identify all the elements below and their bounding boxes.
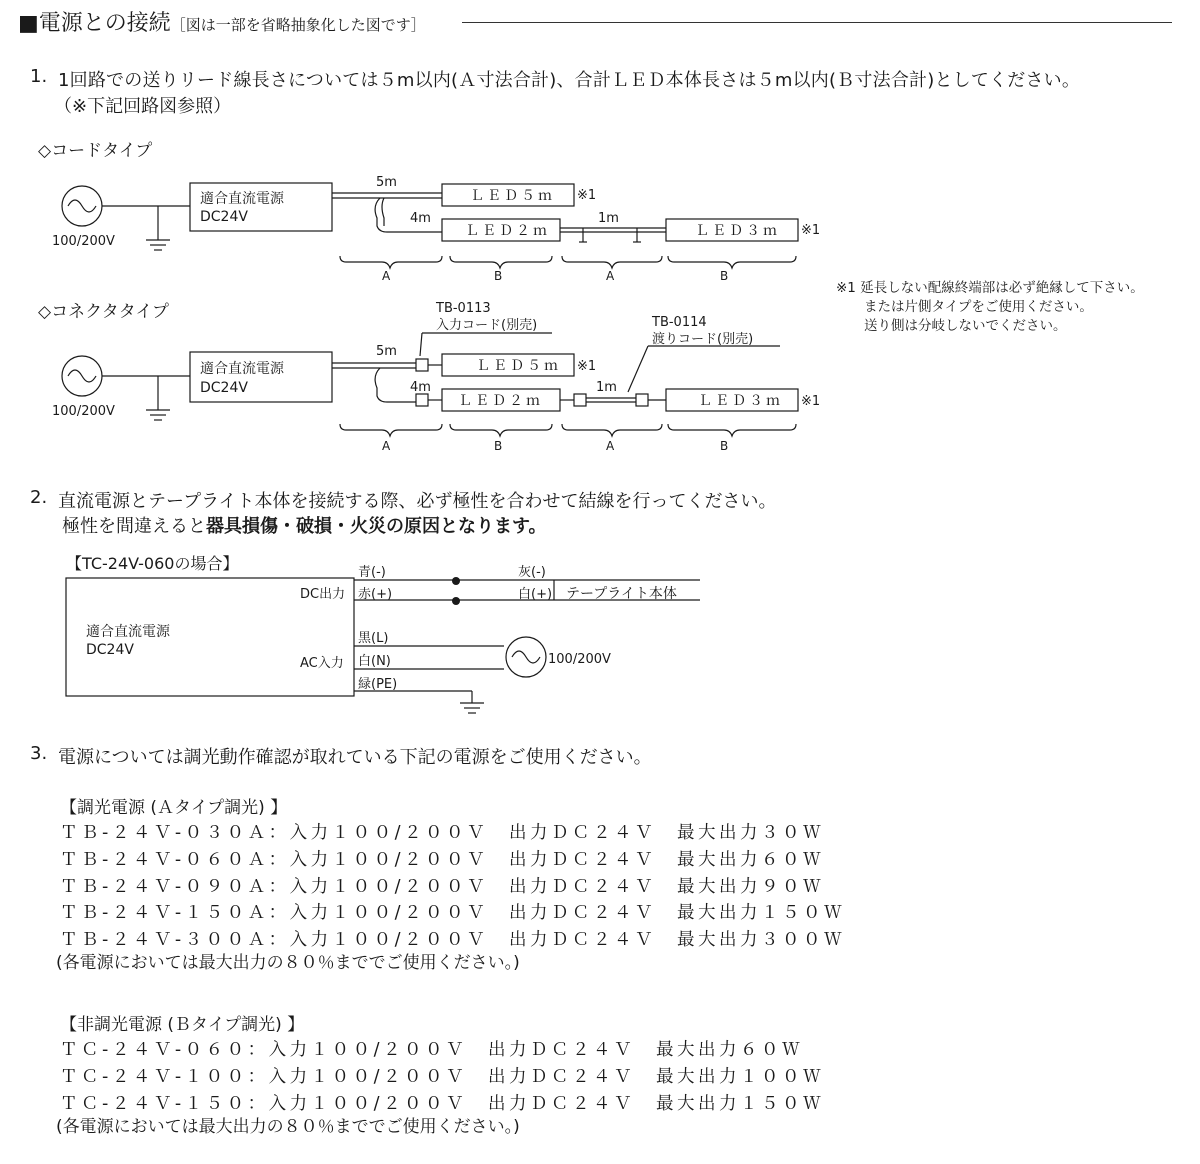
conn-mark-1: ※1 (577, 359, 597, 374)
title-text: ■電源との接続 (18, 11, 171, 36)
conn-psu-line1: 適合直流電源 (200, 361, 284, 377)
cord-type-title: ◇コードタイプ (38, 141, 153, 161)
dim-psu-row-2: ＴＢ-２４Ｖ-０６０Ａ：入力１００/２００Ｖ 出力ＤＣ２４Ｖ 最大出力６０Ｗ (60, 850, 825, 870)
junction-dot-neg (452, 577, 460, 585)
cord-psu-line2: DC24V (200, 209, 248, 225)
cross-connector-icon (574, 394, 586, 406)
cord-dim-a2: A (606, 269, 615, 283)
nodim-psu-row-1: ＴＣ-２４Ｖ-０６０：入力１００/２００Ｖ 出力ＤＣ２４Ｖ 最大出力６０Ｗ (60, 1040, 804, 1060)
section1-number: 1. (30, 66, 48, 87)
polarity-caption: 【TC-24V-060の場合】 (66, 554, 239, 573)
nodim-psu-row-2: ＴＣ-２４Ｖ-１００：入力１００/２００Ｖ 出力ＤＣ２４Ｖ 最大出力１００Ｗ (60, 1067, 825, 1087)
nodim-psu-title: 【非調光電源 (Ｂタイプ調光) 】 (60, 1015, 305, 1035)
footnote-line2: または片側タイプをご使用ください。 (864, 299, 1093, 315)
wire-red: 赤(+) (358, 587, 393, 602)
cord-type-diagram (40, 170, 840, 290)
ac-voltage-label: 100/200V (548, 652, 611, 667)
cord-led3-label: ＬＥＤ３ｍ (695, 223, 780, 239)
cord-len-4m: 4m (410, 211, 431, 226)
cord-dim-a1: A (382, 269, 391, 283)
footnote-line1: ※1 延長しない配線終端部は必ず絶縁して下さい。 (836, 280, 1144, 296)
conn-len-5m: 5m (376, 344, 397, 359)
title-rule (462, 22, 1172, 23)
dim-psu-row-4: ＴＢ-２４Ｖ-１５０Ａ：入力１００/２００Ｖ 出力ＤＣ２４Ｖ 最大出力１５０Ｗ (60, 903, 846, 923)
section3-number: 3. (30, 743, 48, 764)
cross-desc: 渡りコード(別売) (652, 332, 754, 347)
wire-blue: 青(-) (358, 565, 386, 580)
conn-mark-2: ※1 (801, 394, 821, 409)
connector-type-title: ◇コネクタタイプ (38, 302, 169, 322)
conn-dim-a2: A (606, 439, 615, 453)
wire-gray: 灰(-) (518, 565, 546, 580)
input-code: TB-0113 (436, 301, 491, 316)
page-title (18, 6, 426, 37)
cord-len-5m: 5m (376, 175, 397, 190)
section2-line1: 直流電源とテープライト本体を接続する際、必ず極性を合わせて結線を行ってください。 (58, 491, 777, 512)
conn-led3-label: ＬＥＤ３ｍ (698, 393, 783, 409)
junction-dot-pos (452, 597, 460, 605)
wire-white-pos: 白(+) (518, 587, 553, 602)
ac-in-label: AC入力 (300, 656, 344, 671)
dc-psu-line2: DC24V (86, 642, 134, 658)
title-note: ［図は一部を省略抽象化した図です］ (170, 16, 426, 34)
cord-dim-b2: B (720, 269, 729, 283)
nodim-psu-note: (各電源においては最大出力の８０％まででご使用ください。) (56, 1117, 520, 1137)
wire-green: 緑(PE) (358, 677, 398, 692)
nodim-psu-row-3: ＴＣ-２４Ｖ-１５０：入力１００/２００Ｖ 出力ＤＣ２４Ｖ 最大出力１５０Ｗ (60, 1094, 825, 1114)
conn-led5-label: ＬＥＤ５ｍ (476, 358, 561, 374)
dim-psu-row-3: ＴＢ-２４Ｖ-０９０Ａ：入力１００/２００Ｖ 出力ＤＣ２４Ｖ 最大出力９０Ｗ (60, 877, 825, 897)
conn-ac-label: 100/200V (52, 404, 115, 419)
tape-light-label: テープライト本体 (566, 586, 677, 602)
conn-dim-b2: B (720, 439, 729, 453)
section2-line2-plain: 極性を間違えると (62, 516, 206, 537)
cord-ac-label: 100/200V (52, 234, 115, 249)
wire-black: 黒(L) (358, 631, 389, 646)
dc-out-label: DC出力 (300, 587, 346, 602)
input-connector-icon-2 (416, 394, 428, 406)
polarity-diagram (60, 550, 720, 725)
dim-psu-title: 【調光電源 (Ａタイプ調光) 】 (60, 798, 288, 818)
cord-led2-label: ＬＥＤ２ｍ (465, 223, 550, 239)
cross-code: TB-0114 (652, 315, 707, 330)
conn-dim-b1: B (494, 439, 503, 453)
dim-psu-note: (各電源においては最大出力の８０％まででご使用ください。) (56, 953, 520, 973)
section2-line2 (62, 512, 547, 538)
dc-psu-line1: 適合直流電源 (86, 624, 170, 640)
conn-psu-line2: DC24V (200, 380, 248, 396)
wire-white-n: 白(N) (358, 654, 391, 669)
cord-mark-1: ※1 (577, 188, 597, 203)
section2-warning: 器具損傷・破損・火災の原因となります。 (206, 516, 547, 537)
section3-text: 電源については調光動作確認が取れている下記の電源をご使用ください。 (58, 747, 652, 768)
section2-number: 2. (30, 487, 48, 508)
cord-led5-label: ＬＥＤ５ｍ (470, 188, 555, 204)
cord-dim-b1: B (494, 269, 503, 283)
input-desc: 入力コード(別売) (436, 318, 538, 333)
conn-led2-label: ＬＥＤ２ｍ (458, 393, 543, 409)
section1-text: 1回路での送りリード線長さについては５m以内(Ａ寸法合計)、合計ＬＥＤ本体長さは５m以内(Ｂ寸法合計)としてください。 (58, 70, 1081, 91)
cord-psu-line1: 適合直流電源 (200, 191, 284, 207)
cross-connector-icon-2 (636, 394, 648, 406)
cord-len-1m: 1m (598, 211, 619, 226)
footnote-line3: 送り側は分岐しないでください。 (864, 318, 1067, 334)
conn-len-4m: 4m (410, 380, 431, 395)
dim-psu-row-1: ＴＢ-２４Ｖ-０３０Ａ：入力１００/２００Ｖ 出力ＤＣ２４Ｖ 最大出力３０Ｗ (60, 823, 825, 843)
cord-mark-2: ※1 (801, 223, 821, 238)
connector-type-diagram (40, 298, 840, 458)
input-connector-icon (416, 359, 428, 371)
section1-subnote: （※下記回路図参照） (54, 96, 232, 117)
conn-dim-a1: A (382, 439, 391, 453)
dim-psu-row-5: ＴＢ-２４Ｖ-３００Ａ：入力１００/２００Ｖ 出力ＤＣ２４Ｖ 最大出力３００Ｗ (60, 930, 846, 950)
conn-len-1m: 1m (596, 380, 617, 395)
